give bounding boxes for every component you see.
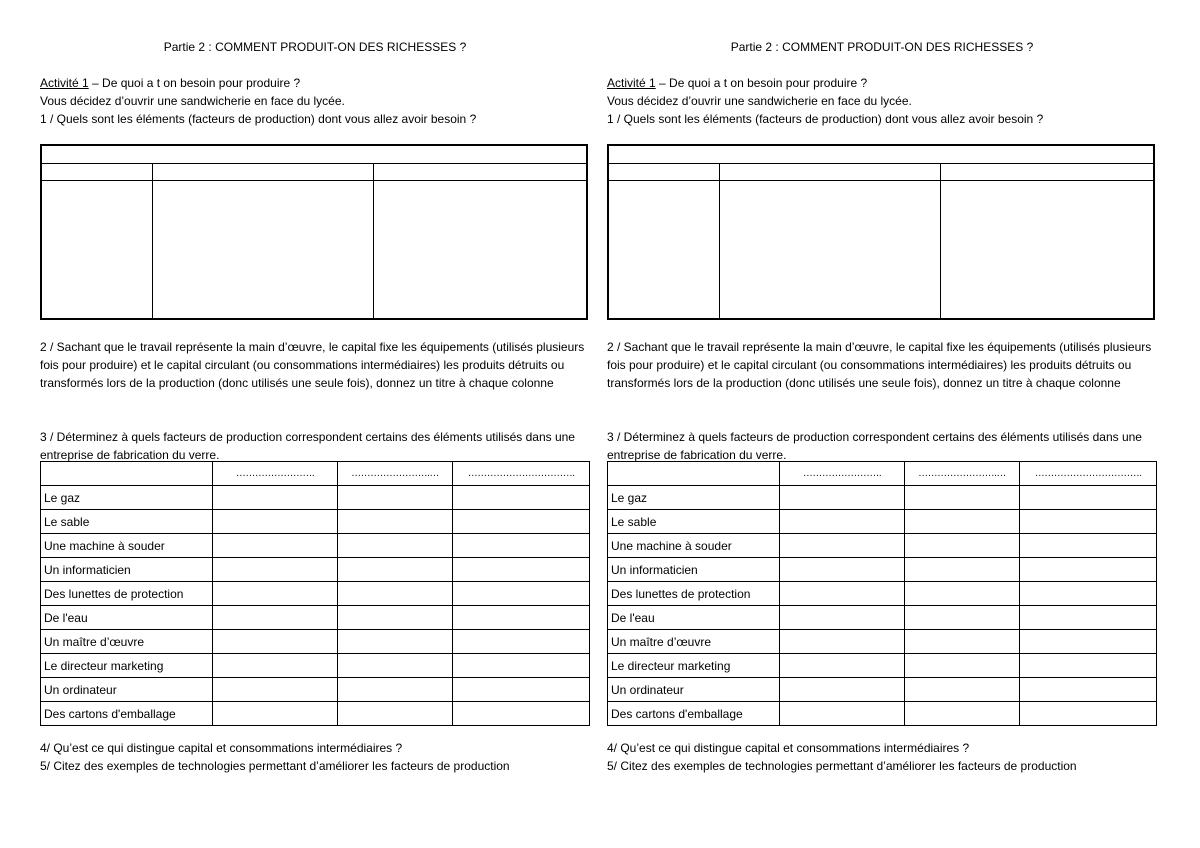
row-label: Des cartons d'emballage [608,702,780,726]
answer-cell [213,630,337,654]
answer-cell [453,606,590,630]
header-cell: ……………………………. [1020,462,1157,486]
factors-table-divider [940,163,941,318]
factors-table-divider [373,163,374,318]
answer-cell [213,654,337,678]
table-row [608,678,1157,702]
row-label: Un maître d’œuvre [41,630,213,654]
answer-cell [453,558,590,582]
worksheet-left [40,0,590,848]
row-label: Des lunettes de protection [41,582,213,606]
answer-cell [780,510,904,534]
answer-cell [337,582,453,606]
question-3: 3 / Déterminez à quels facteurs de production correspondent certains des éléments utilisés dans une entreprise de fabrication du verre. [607,430,1142,462]
answer-cell [780,582,904,606]
question-1: 1 / Quels sont les éléments (facteurs de production) dont vous allez avoir besoin ? [40,112,477,126]
table-row [41,486,590,510]
header-cell: ……………………. [213,462,337,486]
glass-factory-table [607,461,1157,726]
question-2: 2 / Sachant que le travail représente la main d’œuvre, le capital fixe les équipements (utilisés plusieurs fois pour produire) et le capital circulant (ou consommations intermédiaires) les produits détruits ou transformés lors de la production (donc utilisés une seule fois), donnez un titre à chaque colonne [40,340,585,390]
header-cell: …………………….… [904,462,1020,486]
answer-cell [1020,702,1157,726]
row-label: Un maître d’œuvre [608,630,780,654]
table-header-row [41,462,590,486]
answer-cell [453,654,590,678]
question-1: 1 / Quels sont les éléments (facteurs de production) dont vous allez avoir besoin ? [607,112,1044,126]
answer-cell [780,558,904,582]
answer-cell [337,534,453,558]
table-row [608,702,1157,726]
answer-cell [904,534,1020,558]
answer-cell [337,510,453,534]
answer-cell [904,630,1020,654]
row-label: Un ordinateur [608,678,780,702]
table-row [608,534,1157,558]
table-row [608,654,1157,678]
row-label: Une machine à souder [608,534,780,558]
header-cell: ……………………. [780,462,904,486]
answer-cell [213,678,337,702]
answer-cell [453,678,590,702]
table-row [41,558,590,582]
answer-cell [453,510,590,534]
table-row [41,630,590,654]
answer-cell [780,534,904,558]
answer-cell [213,582,337,606]
row-label: Des cartons d'emballage [41,702,213,726]
table-row [608,582,1157,606]
answer-cell [1020,606,1157,630]
intro-line: Vous décidez d’ouvrir une sandwicherie en face du lycée. [607,94,912,108]
header-cell: …………………….… [337,462,453,486]
answer-cell [337,702,453,726]
page-title: Partie 2 : COMMENT PRODUIT-ON DES RICHESSES ? [163,40,467,54]
answer-cell [1020,558,1157,582]
answer-cell [780,606,904,630]
row-label: Le gaz [41,486,213,510]
table-header-row [608,462,1157,486]
answer-cell [337,486,453,510]
answer-cell [337,606,453,630]
answer-cell [337,654,453,678]
table-row [608,558,1157,582]
answer-cell [1020,534,1157,558]
table-row [41,702,590,726]
answer-cell [780,486,904,510]
activity-label: Activité 1 [40,76,89,90]
answer-cell [904,558,1020,582]
activity-heading [40,74,300,92]
header-cell: ……………………………. [453,462,590,486]
answer-cell [904,582,1020,606]
answer-cell [453,630,590,654]
row-label: Des lunettes de protection [608,582,780,606]
page-title: Partie 2 : COMMENT PRODUIT-ON DES RICHESSES ? [730,40,1034,54]
factors-table [40,144,588,320]
header-cell [608,462,780,486]
row-label: De l'eau [41,606,213,630]
question-4: 4/ Qu’est ce qui distingue capital et consommations intermédiaires ? [607,741,970,755]
answer-cell [213,558,337,582]
glass-factory-table [40,461,590,726]
header-cell [41,462,213,486]
answer-cell [904,486,1020,510]
answer-cell [904,654,1020,678]
worksheet-right [607,0,1157,848]
answer-cell [453,702,590,726]
answer-cell [1020,486,1157,510]
table-row [41,678,590,702]
factors-table-column-titles [42,163,586,181]
answer-cell [904,606,1020,630]
factors-table [607,144,1155,320]
answer-cell [213,510,337,534]
factors-table-divider [719,163,720,318]
answer-cell [213,486,337,510]
table-row [41,654,590,678]
answer-cell [1020,510,1157,534]
factors-table-divider [152,163,153,318]
table-row [41,510,590,534]
activity-question: – De quoi a t on besoin pour produire ? [655,76,868,90]
answer-cell [904,702,1020,726]
table-row [41,582,590,606]
answer-cell [780,678,904,702]
row-label: De l'eau [608,606,780,630]
question-4: 4/ Qu’est ce qui distingue capital et consommations intermédiaires ? [40,741,403,755]
row-label: Le sable [608,510,780,534]
row-label: Un ordinateur [41,678,213,702]
table-row [41,534,590,558]
factors-table-column-titles [609,163,1153,181]
question-5: 5/ Citez des exemples de technologies permettant d’améliorer les facteurs de production [607,759,1077,773]
factors-table-header [609,146,1153,164]
row-label: Une machine à souder [41,534,213,558]
answer-cell [453,534,590,558]
row-label: Un informaticien [41,558,213,582]
answer-cell [337,630,453,654]
answer-cell [453,486,590,510]
factors-table-header [42,146,586,164]
answer-cell [213,606,337,630]
table-row [608,510,1157,534]
activity-label: Activité 1 [607,76,656,90]
question-5: 5/ Citez des exemples de technologies permettant d’améliorer les facteurs de production [40,759,510,773]
answer-cell [1020,678,1157,702]
question-2: 2 / Sachant que le travail représente la main d’œuvre, le capital fixe les équipements (utilisés plusieurs fois pour produire) et le capital circulant (ou consommations intermédiaires) les produits détruits ou transformés lors de la production (donc utilisés une seule fois), donnez un titre à chaque colonne [607,340,1152,390]
row-label: Le gaz [608,486,780,510]
answer-cell [1020,582,1157,606]
table-row [608,630,1157,654]
row-label: Un informaticien [608,558,780,582]
row-label: Le sable [41,510,213,534]
answer-cell [1020,654,1157,678]
answer-cell [904,510,1020,534]
answer-cell [780,702,904,726]
answer-cell [213,534,337,558]
answer-cell [780,630,904,654]
answer-cell [780,654,904,678]
question-3: 3 / Déterminez à quels facteurs de production correspondent certains des éléments utilisés dans une entreprise de fabrication du verre. [40,430,575,462]
table-row [608,486,1157,510]
answer-cell [1020,630,1157,654]
row-label: Le directeur marketing [41,654,213,678]
intro-line: Vous décidez d’ouvrir une sandwicherie en face du lycée. [40,94,345,108]
table-row [41,606,590,630]
row-label: Le directeur marketing [608,654,780,678]
answer-cell [904,678,1020,702]
activity-question: – De quoi a t on besoin pour produire ? [88,76,301,90]
activity-heading [607,74,867,92]
answer-cell [213,702,337,726]
answer-cell [337,558,453,582]
answer-cell [337,678,453,702]
answer-cell [453,582,590,606]
table-row [608,606,1157,630]
